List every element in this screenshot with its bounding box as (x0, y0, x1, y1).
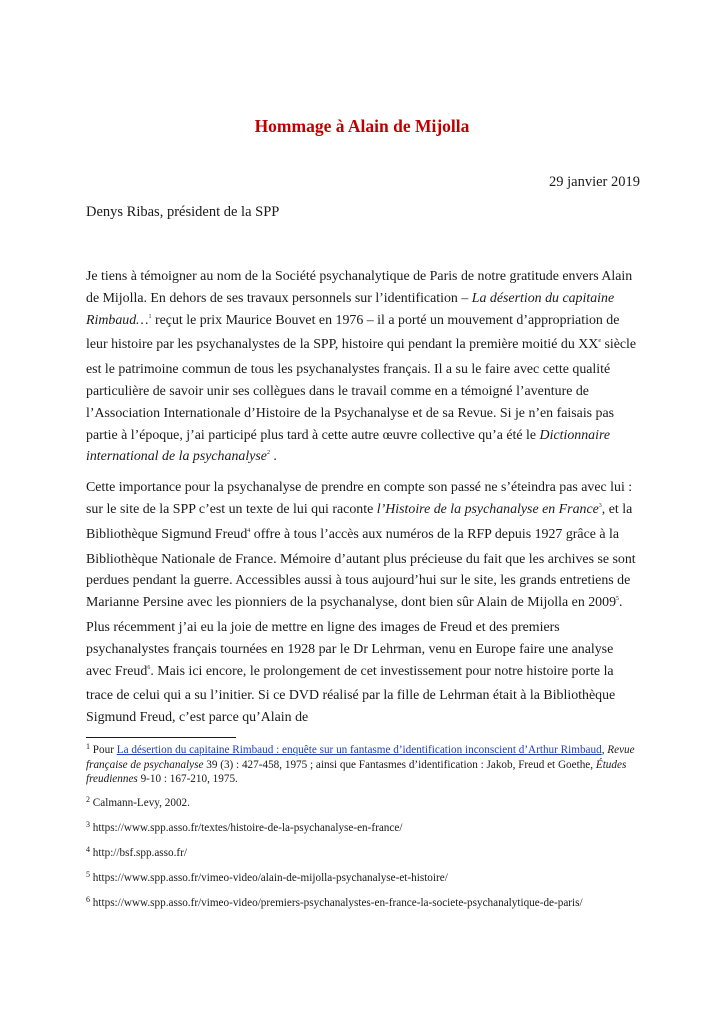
book-title-rimbaud: La désertion du capitaine Rimbaud… (86, 290, 615, 328)
footnote-3: $^3$ https://www.spp.asso.fr/textes/histoire-de-la-psychanalyse-en-france/ (86, 820, 403, 834)
footnote-ref-4[interactable]: 4 (247, 527, 251, 534)
footnote-ref-1[interactable]: 1 (148, 313, 152, 320)
footnote-4: $^4$ http://bsf.spp.asso.fr/ (86, 845, 187, 859)
footnotes (86, 743, 638, 921)
footnote-separator (86, 737, 236, 738)
footnote-ref-6[interactable]: 6 (147, 664, 151, 671)
dictionary-title: Dictionnaire international de la psychanalyse (86, 427, 611, 465)
page-title: Hommage à Alain de Mijolla (254, 116, 470, 136)
footnote-ref-2[interactable]: 2 (266, 450, 270, 457)
footnote-2: $^2$ Calmann-Levy, 2002. (86, 795, 190, 809)
paragraph-2: Cette importance pour la psychanalyse de prendre en compte son passé ne s’éteindra pas avec lui : sur le site de la SPP c’est un texte de lui qui raconte l’Histoire de la psychanalyse en France$^3$, et la Bibliothèque Sigmund Freud$^4$ offre à tous l’accès aux numéros de la RFP depuis 1927 grâce à la Bibliothèque Nationale de France. Mémoire d’autant plus précieuse du fait que les archives se sont perdues pendant la guerre. Accessibles aussi à tous aujourd’hui sur le site, les grands entretiens de Marianne Persine avec les pionniers de la psychanalyse, dont bien sûr Alain de Mijolla en 2009$^5$. Plus récemment j’ai eu la joie de mettre en ligne des images de Freud et des premiers psychanalystes français tournées en 1928 par le Dr Lehrman, venu en Europe faire une analyse avec Freud$^6$. Mais ici encore, le prolongement de cet investissement pour notre histoire porte la trace de celui qui a su l’initier. Si ce DVD réalisé par la fille de Lehrman était à la Bibliothèque Sigmund Freud, c’est parce qu’Alain de (86, 480, 636, 726)
paragraph-1: Je tiens à témoigner au nom de la Société psychanalytique de Paris de notre gratitude envers Alain de Mijolla. En dehors de ses travaux personnels sur l’identification – La désertion du capitaine Rimbaud…$^1$ reçut le prix Maurice Bouvet en 1976 – il a porté un mouvement d’appropriation de leur histoire par les psychanalystes de la SPP, histoire qui pendant la première moitié du XXe siècle est le patrimoine commun de tous les psychanalystes français. Il a su le faire avec cette qualité particulière de savoir unir ses collègues dans le travail comme en a témoigné l’aventure de l’Association Internationale d’Histoire de la Psychanalyse et de sa Revue. Si je n’en faisais pas partie à l’époque, j’ai participé plus tard à cette autre œuvre collective qu’a été le Dictionnaire international de la psychanalyse$^2$ . (86, 269, 637, 465)
footnote-1: $^1$ Pour La désertion du capitaine Rimbaud : enquête sur un fantasme d’identification inconscient d’Arthur Rimbaud, Revue française de psychanalyse 39 (3) : 427-458, 1975 ; ainsi que Fantasmes d’identification : Jakob, Freud et Goethe, Études freudiennes 9-10 : 167-210, 1975. (86, 742, 635, 785)
footnote-1-link[interactable]: La désertion du capitaine Rimbaud : enquête sur un fantasme d’identification inconscient d’Arthur Rimbaud (116, 744, 602, 756)
footnote-6: $^6$ https://www.spp.asso.fr/vimeo-video/premiers-psychanalystes-en-france-la-societe-psychanalytique-de-paris/ (86, 895, 583, 909)
author-line: Denys Ribas, président de la SPP (86, 204, 280, 220)
footnote-ref-3[interactable]: 3 (598, 502, 602, 509)
footnote-5: $^5$ https://www.spp.asso.fr/vimeo-video/alain-de-mijolla-psychanalyse-et-histoire/ (86, 870, 448, 884)
footnote-ref-5[interactable]: 5 (616, 596, 620, 603)
century-superscript: e (598, 338, 601, 345)
body-text (86, 266, 638, 735)
letter-date: 29 janvier 2019 (548, 174, 640, 190)
history-title: l’Histoire de la psychanalyse en France (376, 501, 599, 517)
